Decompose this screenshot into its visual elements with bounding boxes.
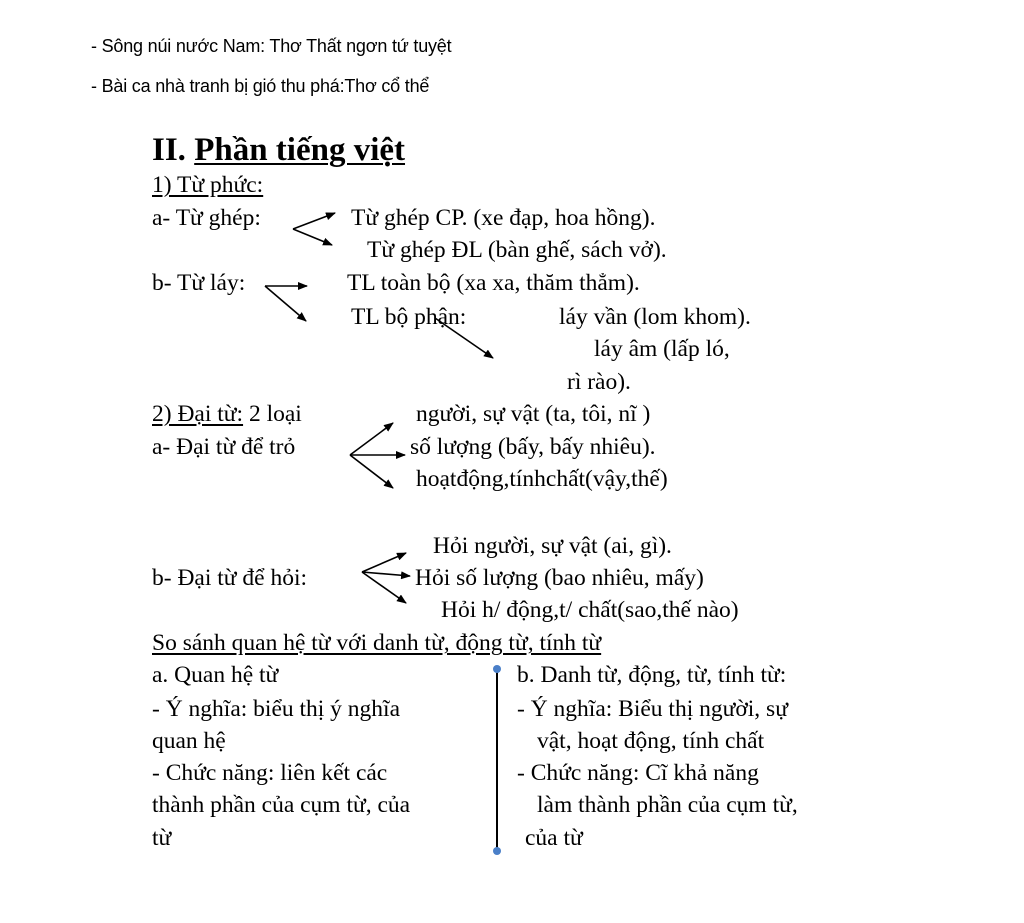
dai-tu-hoi-arrow-2 xyxy=(362,572,410,576)
tu-lay-arrow-2 xyxy=(265,286,306,321)
left-line-3: - Chức năng: liên kết các xyxy=(152,760,388,786)
dai-tu-tro-item-1: người, sự vật (ta, tôi, nĩ ) xyxy=(416,401,651,427)
dai-tu-hoi-item-2: Hỏi số lượng (bao nhiêu, mấy) xyxy=(415,565,704,591)
left-heading: a. Quan hệ từ xyxy=(152,662,279,688)
right-line-5: của từ xyxy=(525,825,583,851)
tu-phuc-heading: 1) Từ phức: xyxy=(152,172,264,198)
dai-tu-heading-suffix: 2 loại xyxy=(248,401,302,427)
tu-ghep-item-2: Từ ghép ĐL (bàn ghế, sách vở). xyxy=(367,237,667,263)
right-line-1: - Ý nghĩa: Biểu thị người, sự xyxy=(517,696,788,722)
left-line-5: từ xyxy=(152,825,172,851)
tu-lay-bo-phan-arrow xyxy=(435,318,493,358)
tu-ghep-item-1: Từ ghép CP. (xe đạp, hoa hồng). xyxy=(351,205,656,231)
tu-ghep-label: a- Từ ghép: xyxy=(152,205,261,231)
right-line-4: làm thành phần của cụm từ, xyxy=(537,792,798,818)
tu-lay-item-1: TL toàn bộ (xa xa, thăm thẳm). xyxy=(347,270,640,296)
divider-top-dot xyxy=(493,665,501,673)
left-line-2: quan hệ xyxy=(152,728,226,754)
tu-lay-sub-2: láy âm (lấp ló, xyxy=(594,336,730,362)
tu-ghep-arrow-2 xyxy=(293,229,332,245)
tu-lay-label: b- Từ láy: xyxy=(152,270,246,296)
divider-bottom-dot xyxy=(493,847,501,855)
left-line-1: - Ý nghĩa: biểu thị ý nghĩa xyxy=(152,696,401,722)
dai-tu-hoi-item-3: Hỏi h/ động,t/ chất(sao,thế nào) xyxy=(441,597,739,623)
dai-tu-tro-arrow-1 xyxy=(350,423,393,455)
tu-lay-item-2: TL bộ phận: xyxy=(351,304,467,330)
right-line-2: vật, hoạt động, tính chất xyxy=(537,728,765,754)
so-sanh-title: So sánh quan hệ từ với danh từ, động từ, tính từ xyxy=(152,630,602,656)
tu-lay-sub-3: rì rào). xyxy=(567,369,631,395)
dai-tu-tro-label: a- Đại từ để trỏ xyxy=(152,434,296,460)
dai-tu-hoi-arrow-1 xyxy=(362,553,406,572)
dai-tu-heading-label: 2) Đại từ: xyxy=(152,401,244,427)
tu-ghep-arrow-1 xyxy=(293,213,335,229)
dai-tu-hoi-arrow-3 xyxy=(362,572,406,603)
dai-tu-tro-item-3: hoạtđộng,tínhchất(vậy,thế) xyxy=(416,466,668,492)
dai-tu-hoi-label: b- Đại từ để hỏi: xyxy=(152,565,308,591)
right-line-3: - Chức năng: Cĩ khả năng xyxy=(517,760,759,786)
right-heading: b. Danh từ, động, từ, tính từ: xyxy=(517,662,787,688)
section-roman: II. xyxy=(152,132,186,168)
dai-tu-tro-arrow-3 xyxy=(350,455,393,488)
section-title: Phần tiếng việt xyxy=(194,132,406,168)
tu-lay-sub-1: láy vần (lom khom). xyxy=(559,304,751,330)
intro-line-1: - Sông núi nước Nam: Thơ Thất ngơn tứ tuyệt xyxy=(91,36,452,56)
dai-tu-tro-item-2: số lượng (bấy, bấy nhiêu). xyxy=(410,434,656,460)
left-line-4: thành phần của cụm từ, của xyxy=(152,792,411,818)
intro-line-2: - Bài ca nhà tranh bị gió thu phá:Thơ cổ thể xyxy=(91,76,430,96)
dai-tu-hoi-item-1: Hỏi người, sự vật (ai, gì). xyxy=(433,533,672,559)
